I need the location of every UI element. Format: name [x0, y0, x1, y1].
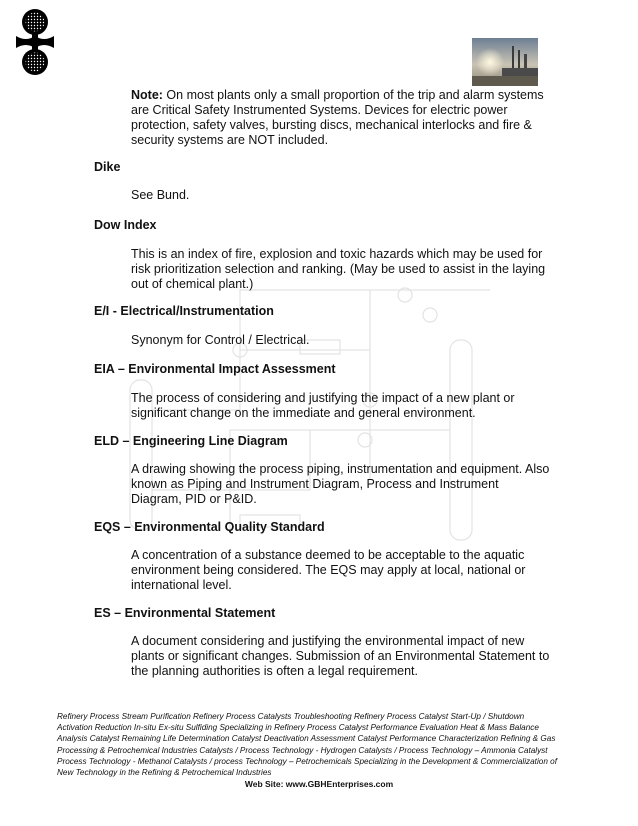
note-label: Note:: [131, 88, 163, 102]
term-eia: EIA – Environmental Impact Assessment: [94, 362, 336, 376]
footer-services-text: Refinery Process Stream Purification Refinery Process Catalysts Troubleshooting Refinery Process Catalyst Start-Up / Shutdown Activation Reduction In-situ Ex-situ Sulfiding Specializing in Refinery Process Catalyst Performance Evaluation Heat & Mass Balance Analysis Catalyst Remaining Life Determination Catalyst Deactivation Assessment Catalyst Performance Characterization Refining & Gas Processing & Petrochemical Industries Catalysts / Process Technology - Hydrogen Catalysts / Process Technology – Ammonia Catalyst Process Technology - Methanol Catalysts / process Technology – Petrochemicals Specializing in the Development & Commercialization of New Technology in the Refining & Petrochemical Industries: [57, 712, 557, 778]
definition-dow-index: This is an index of fire, explosion and toxic hazards which may be used for risk prioritization selection and ranking. (May be used to assist in the laying out of chemical plant.): [131, 247, 546, 291]
definition-dike: See Bund.: [131, 188, 190, 202]
company-logo-icon: [12, 6, 58, 78]
definition-es: A document considering and justifying the environmental impact of new plants or significant changes. Submission of an Environmental Statement to the planning authorities is often a legal requirement.: [131, 634, 550, 678]
term-eqs: EQS – Environmental Quality Standard: [94, 520, 325, 534]
term-eld: ELD – Engineering Line Diagram: [94, 434, 288, 448]
definition-eld: A drawing showing the process piping, instrumentation and equipment. Also known as Piping and Instrument Diagram, Process and Instrument Diagram, PID or P&ID.: [131, 462, 550, 506]
term-es: ES – Environmental Statement: [94, 606, 276, 620]
footer-website: Web Site: www.GBHEnterprises.com: [244, 779, 394, 789]
term-electrical-instrumentation: E/I - Electrical/Instrumentation: [94, 304, 274, 318]
note-text: On most plants only a small proportion of the trip and alarm systems are Critical Safety Instrumented Systems. Devices for electric power protection, safety valves, bursting discs, mechanical interlocks and fire & security systems are NOT included.: [131, 88, 544, 147]
refinery-photo: [472, 38, 538, 86]
definition-eia: The process of considering and justifying the impact of a new plant or significant change on the immediate and general environment.: [131, 391, 515, 420]
definition-eqs: A concentration of a substance deemed to be acceptable to the aquatic environment being considered. The EQS may apply at local, national or international level.: [131, 548, 526, 592]
term-dike: Dike: [94, 160, 121, 174]
term-dow-index: Dow Index: [94, 218, 157, 232]
definition-electrical-instrumentation: Synonym for Control / Electrical.: [131, 333, 310, 347]
note-paragraph: [131, 88, 551, 148]
